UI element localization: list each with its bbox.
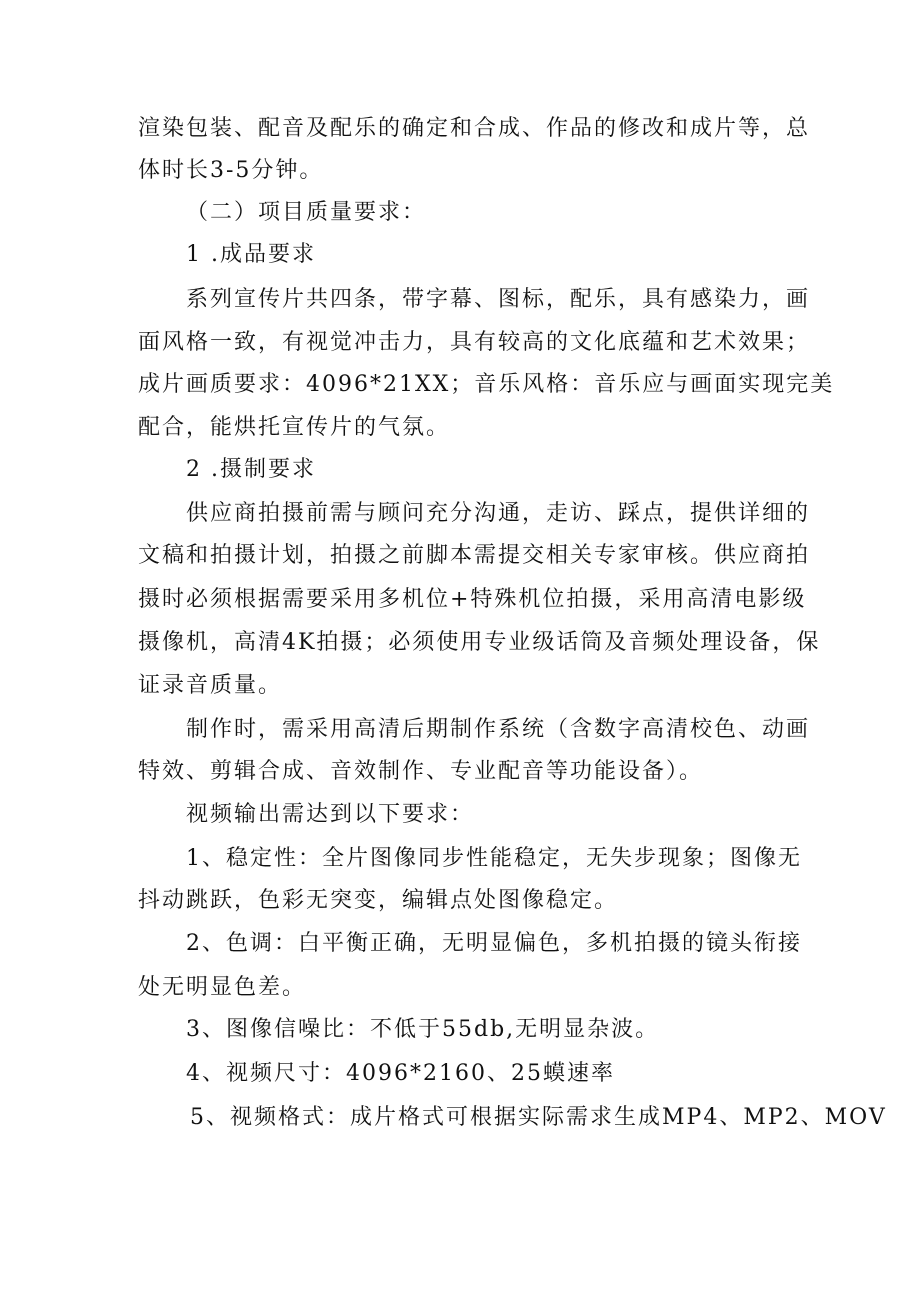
text-line: 系列宣传片共四条，带字幕、图标，配乐，具有感染力，画 xyxy=(186,287,811,312)
subsection-heading: 2 .摄制要求 xyxy=(186,457,316,482)
text-line: 证录音质量。 xyxy=(138,673,283,698)
text-line: 摄时必须根据需要采用多机位+特殊机位拍摄，采用高清电影级 xyxy=(138,587,807,612)
list-item: 2、色调：白平衡正确，无明显偏色，多机拍摄的镜头衔接 xyxy=(186,931,802,956)
list-item: 1、稳定性：全片图像同步性能稳定，无失步现象；图像无 xyxy=(186,846,802,871)
text-line: 处无明显色差。 xyxy=(138,975,307,1000)
list-item: 3、图像信噪比：不低于55db,无明显杂波。 xyxy=(186,1017,660,1042)
text-line: 抖动跳跃，色彩无突变，编辑点处图像稳定。 xyxy=(138,888,619,913)
text-line: 体时长3-5分钟。 xyxy=(138,158,324,183)
text-line: 摄像机，高清4K拍摄；必须使用专业级话筒及音频处理设备，保 xyxy=(138,630,821,655)
text-line: 渲染包装、配音及配乐的确定和合成、作品的修改和成片等，总 xyxy=(138,116,811,141)
list-item: 4、视频尺寸：4096*2160、25蟆速率 xyxy=(186,1061,615,1086)
text-line: 供应商拍摄前需与顾问充分沟通，走访、踩点，提供详细的 xyxy=(186,501,811,526)
text-line: 成片画质要求：4096*21XX；音乐风格：音乐应与画面实现完美 xyxy=(138,372,835,397)
text-line: 视频输出需达到以下要求： xyxy=(186,802,475,827)
text-line: 特效、剪辑合成、音效制作、专业配音等功能设备）。 xyxy=(138,759,704,784)
text-line: 面风格一致，有视觉冲击力，具有较高的文化底蕴和艺术效果； xyxy=(138,330,811,355)
list-item: 5、视频格式：成片格式可根据实际需求生成MP4、MP2、MOV xyxy=(190,1105,887,1130)
text-line: 配合，能烘托宣传片的气氛。 xyxy=(138,415,451,440)
subsection-heading: 1 .成品要求 xyxy=(186,242,316,267)
section-heading: （二）项目质量要求： xyxy=(186,200,427,225)
text-line: 制作时，需采用高清后期制作系统（含数字高清校色、动画 xyxy=(186,717,811,742)
text-line: 文稿和拍摄计划，拍摄之前脚本需提交相关专家审核。供应商拍 xyxy=(138,543,811,568)
